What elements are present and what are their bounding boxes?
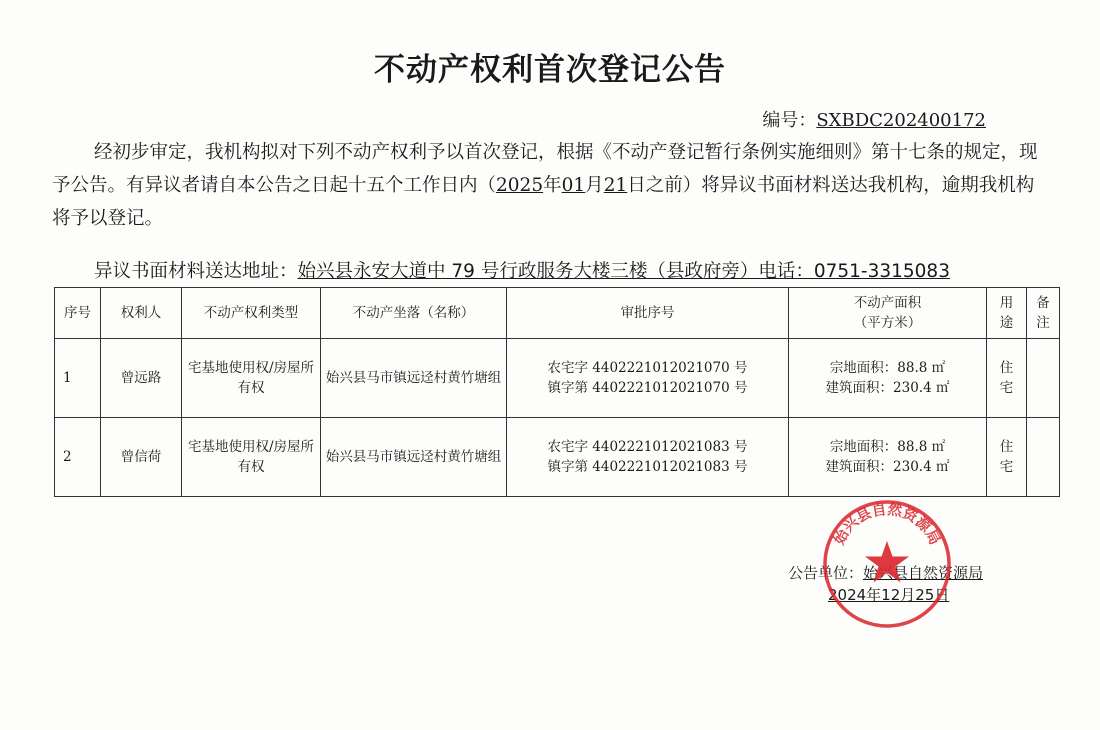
cell-approval-line2: 镇字第 4402221012021083 号	[547, 459, 748, 475]
seal-text-path: 始兴县自然资源局	[831, 502, 943, 548]
page-title: 不动产权利首次登记公告	[374, 52, 726, 88]
cell-location: 始兴县马市镇远迳村黄竹塘组	[321, 339, 507, 418]
cell-use	[987, 418, 1027, 497]
deadline-day: 21	[603, 175, 628, 196]
cell-use-line2: 宅	[999, 459, 1014, 475]
official-seal	[820, 497, 954, 631]
deadline-year: 2025	[496, 175, 544, 196]
cell-area-line1: 宗地面积：88.8 ㎡	[829, 439, 946, 455]
document-number	[762, 106, 986, 132]
notice-paragraph	[52, 136, 1052, 235]
cell-note	[1027, 339, 1060, 418]
header-approval: 审批序号	[507, 288, 789, 339]
header-use	[987, 288, 1027, 339]
cell-location: 始兴县马市镇远迳村黄竹塘组	[321, 418, 507, 497]
cell-holder: 曾远路	[101, 339, 182, 418]
seal-text	[830, 500, 944, 548]
cell-seq: 2	[55, 418, 101, 497]
header-holder: 权利人	[101, 288, 182, 339]
cell-use-line1: 住	[999, 439, 1014, 455]
header-area-line1: 不动产面积	[853, 295, 922, 311]
document-number-label: 编号：	[762, 110, 817, 131]
cell-use	[987, 339, 1027, 418]
cell-use-line1: 住	[999, 360, 1014, 376]
header-note-line2: 注	[1036, 315, 1050, 331]
table-header-row	[55, 288, 1060, 339]
paragraph-part1: 经初步审定，我机构拟对下列不动产权利予以首次登记，根据《不动产登记暂行条例实施细则》第十七条的规定，现予公告。有异议者请自本公告之日起十五个工作日内（	[52, 142, 1038, 196]
cell-note	[1027, 418, 1060, 497]
header-use-line2: 途	[999, 315, 1014, 331]
header-note-line1: 备	[1036, 295, 1050, 311]
cell-approval	[507, 339, 789, 418]
cell-type: 宅基地使用权/房屋所有权	[182, 418, 321, 497]
deadline-month-unit: 月	[585, 175, 604, 196]
objection-address	[94, 257, 950, 283]
table-row	[55, 418, 1060, 497]
cell-use-line2: 宅	[999, 380, 1014, 396]
deadline-month: 01	[561, 175, 586, 196]
cell-approval-line2: 镇字第 4402221012021070 号	[547, 380, 748, 396]
cell-seq: 1	[55, 339, 101, 418]
cell-approval-line1: 农宅字 4402221012021083 号	[547, 439, 748, 455]
header-use-line1: 用	[999, 295, 1014, 311]
issuer-value: 始兴县自然资源局	[863, 564, 984, 582]
cell-type: 宅基地使用权/房屋所有权	[182, 339, 321, 418]
paragraph-part2: 日之前）将异议书面材料送达我机构，逾期我机构将予以登记。	[52, 175, 1035, 229]
header-location: 不动产坐落（名称）	[321, 288, 507, 339]
cell-area	[789, 418, 987, 497]
cell-holder: 曾信荷	[101, 418, 182, 497]
issue-date-text: 2024年12月25日	[828, 586, 950, 604]
header-seq: 序号	[55, 288, 101, 339]
seal-star-icon	[865, 541, 909, 583]
registration-table	[54, 287, 1060, 497]
deadline-year-unit: 年	[543, 175, 562, 196]
header-type: 不动产权利类型	[182, 288, 321, 339]
table-row	[55, 339, 1060, 418]
header-area-line2: （平方米）	[853, 315, 922, 331]
address-value: 始兴县永安大道中 79 号行政服务大楼三楼（县政府旁）电话：0751-3315083	[297, 261, 950, 282]
issuer-label: 公告单位：	[788, 564, 864, 582]
header-area	[789, 288, 987, 339]
cell-area-line2: 建筑面积：230.4 ㎡	[825, 380, 950, 396]
address-label: 异议书面材料送达地址：	[94, 261, 298, 282]
cell-approval	[507, 418, 789, 497]
document-number-value: SXBDC202400172	[816, 110, 986, 131]
cell-area	[789, 339, 987, 418]
header-note	[1027, 288, 1060, 339]
cell-area-line2: 建筑面积：230.4 ㎡	[825, 459, 950, 475]
cell-approval-line1: 农宅字 4402221012021070 号	[547, 360, 748, 376]
cell-area-line1: 宗地面积：88.8 ㎡	[829, 360, 946, 376]
